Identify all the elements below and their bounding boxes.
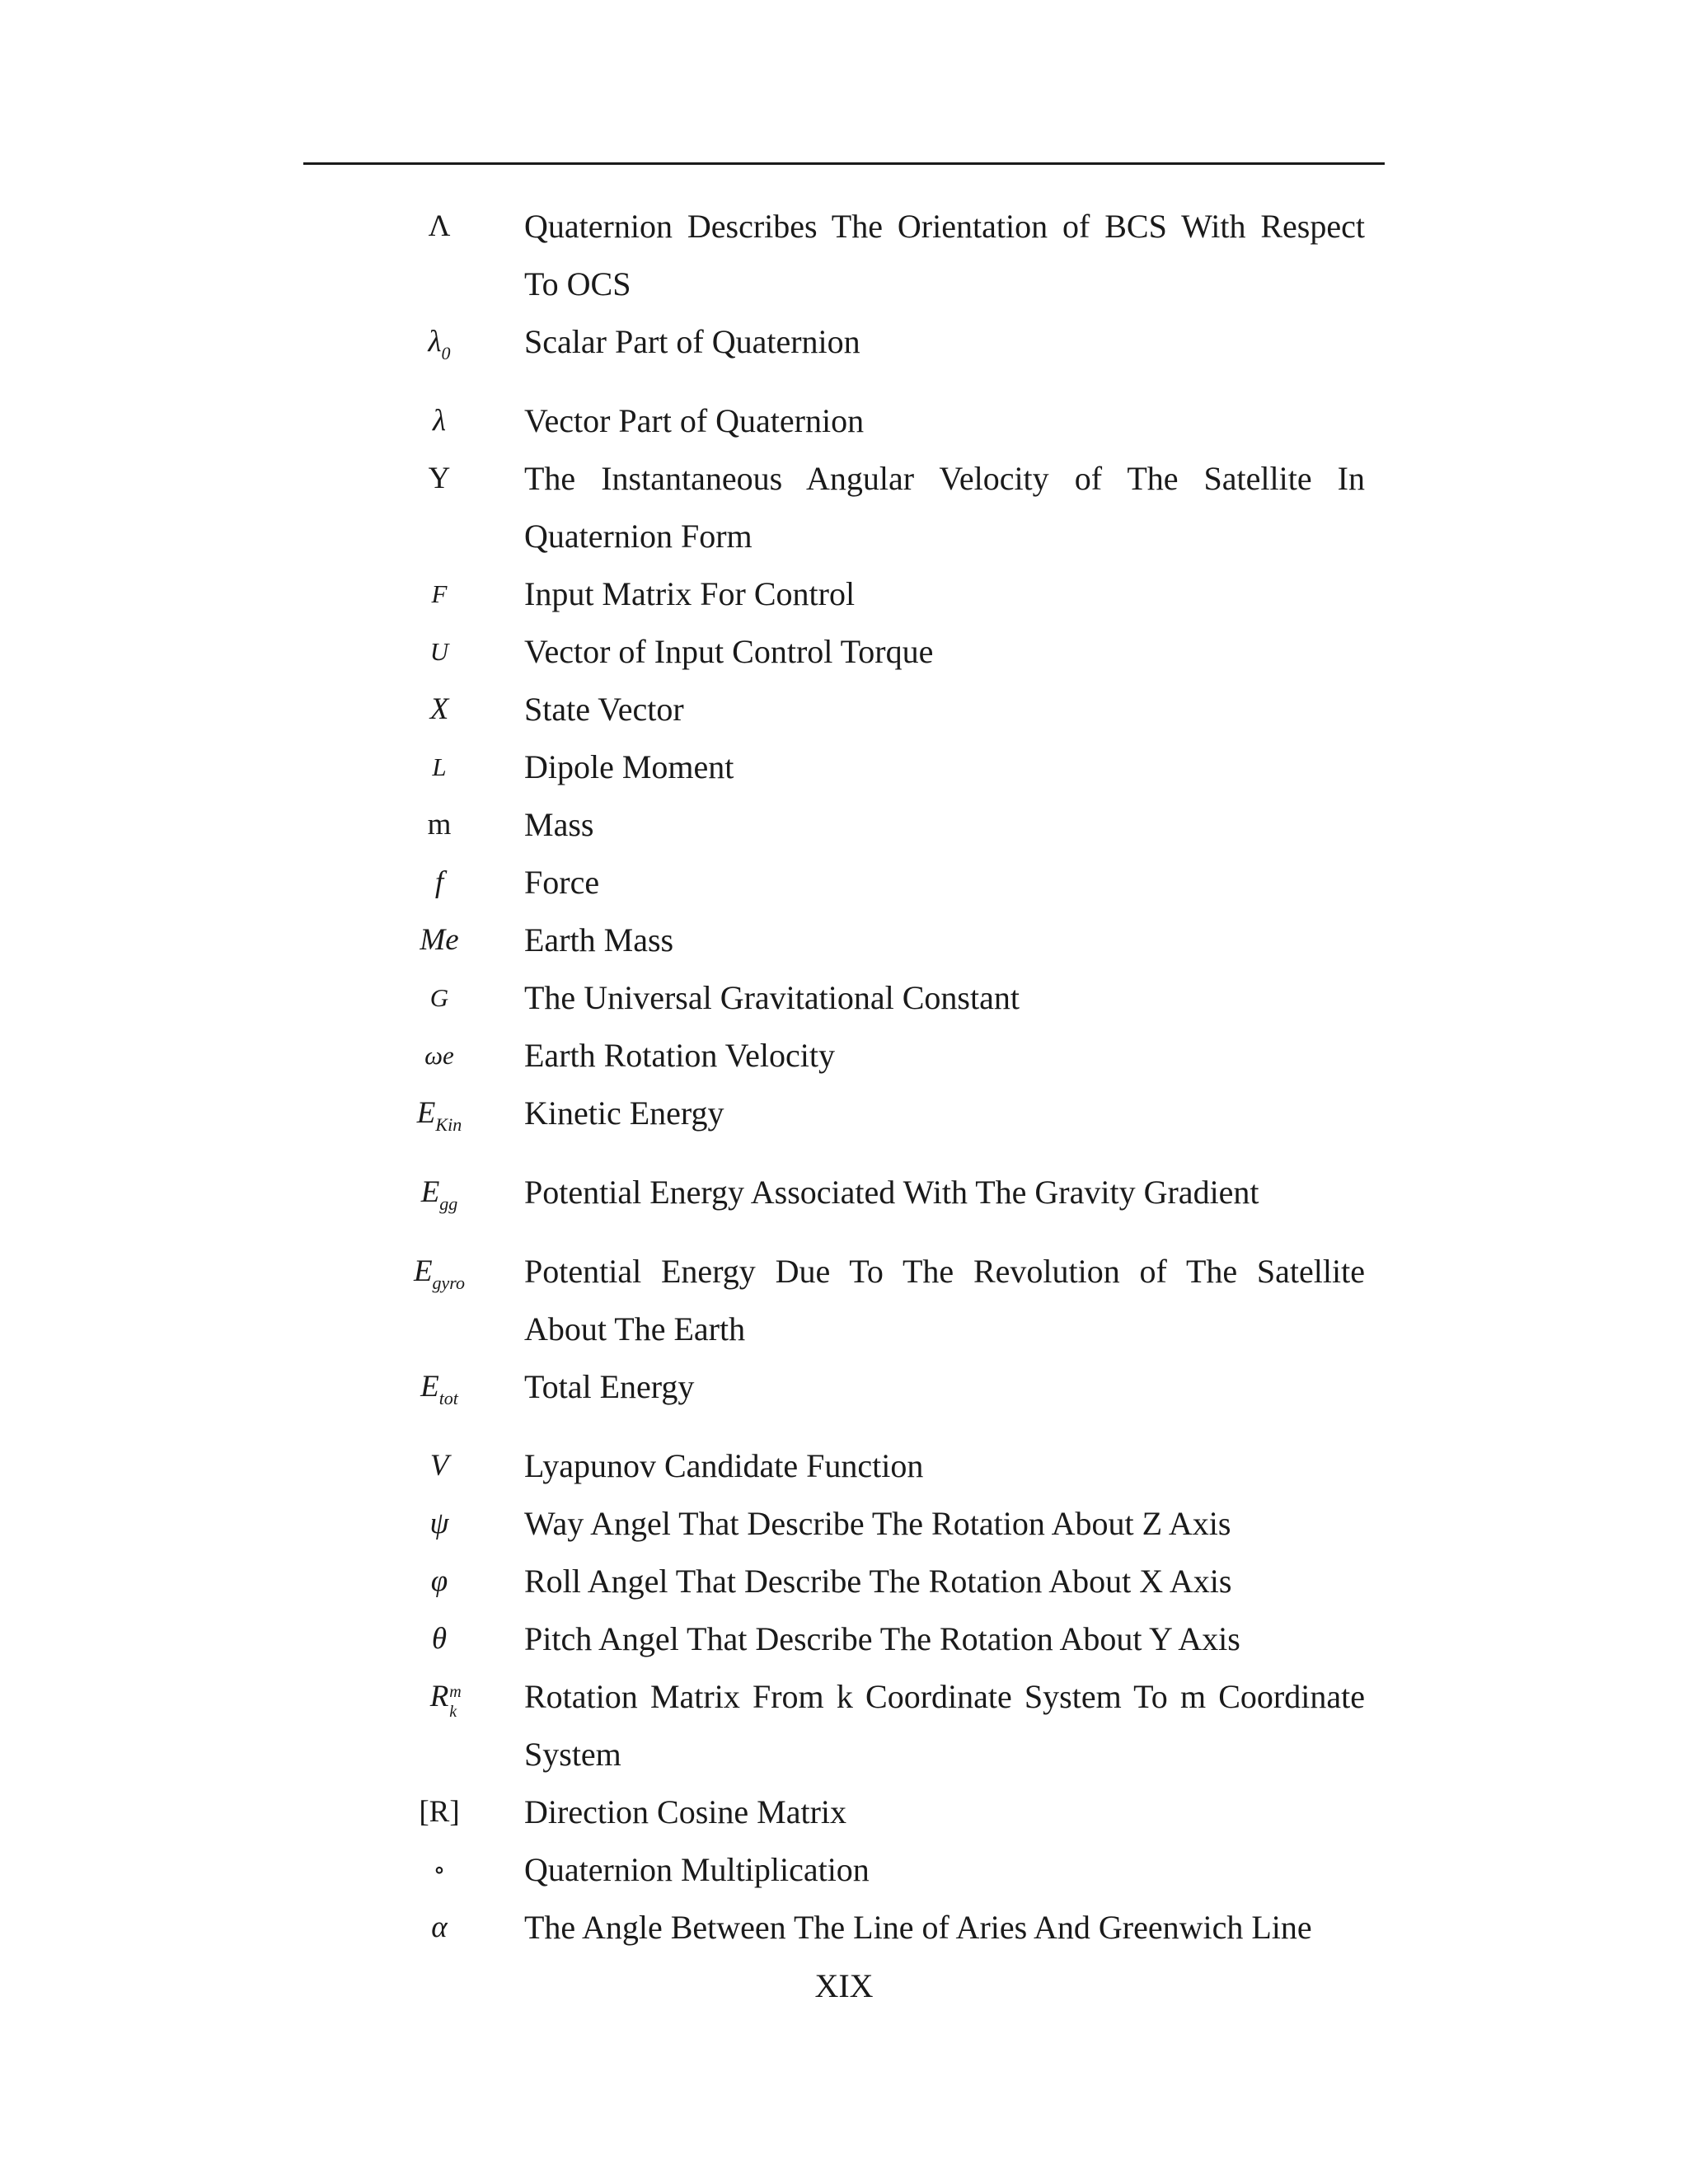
nomenclature-entry (354, 1085, 1389, 1154)
symbol: R m k (429, 1680, 462, 1721)
nomenclature-entry (354, 681, 1389, 738)
nomenclature-entry (354, 1437, 1389, 1495)
description: Kinetic Energy (524, 1094, 724, 1132)
symbol: V (429, 1449, 449, 1483)
symbol: X (429, 692, 449, 726)
symbol: m (427, 808, 452, 841)
symbol: L (432, 752, 447, 781)
nomenclature-entry (354, 565, 1389, 623)
nomenclature-entry (354, 969, 1389, 1027)
nomenclature-entry (354, 1668, 1389, 1783)
symbol: $E_{tot}$ (420, 1370, 458, 1408)
symbol: U (429, 637, 449, 666)
symbol: $E_{gg}$ (420, 1175, 458, 1214)
description: Potential Energy Associated With The Gravity Gradient (524, 1174, 1259, 1211)
nomenclature-entry (354, 796, 1389, 854)
description: Way Angel That Describe The Rotation About Z Axis (524, 1505, 1231, 1542)
symbol: λ (432, 404, 447, 438)
symbol: f (434, 865, 444, 899)
symbol: F (431, 579, 448, 608)
nomenclature-entry (354, 1899, 1389, 1957)
symbol: $E_{gyro}$ (413, 1254, 466, 1293)
nomenclature-entry (354, 1553, 1389, 1610)
header-rule (303, 162, 1385, 165)
symbol: ψ (429, 1507, 449, 1540)
nomenclature-entry (354, 1783, 1389, 1841)
symbol: Λ (428, 209, 451, 243)
description: Input Matrix For Control (524, 575, 856, 612)
description: Force (524, 864, 600, 901)
description: State Vector (524, 691, 684, 728)
nomenclature-entry (354, 1164, 1389, 1233)
description: Potential Energy Due To The Revolution of The Satellite About The Earth (524, 1253, 1365, 1347)
description: Roll Angel That Describe The Rotation About X Axis (524, 1563, 1232, 1600)
nomenclature-entry (354, 854, 1389, 912)
nomenclature-entry (354, 1610, 1389, 1668)
nomenclature-entry (354, 1243, 1389, 1358)
nomenclature-entry (354, 1358, 1389, 1427)
nomenclature-entry (354, 623, 1389, 681)
description: Direction Cosine Matrix (524, 1793, 847, 1830)
symbol: [R] (419, 1795, 460, 1829)
nomenclature-entry (354, 1841, 1389, 1899)
nomenclature-entry (354, 198, 1389, 313)
nomenclature-entry (354, 313, 1389, 382)
symbol: $\lambda_0$ (428, 325, 451, 363)
nomenclature-entry (354, 450, 1389, 565)
description: Lyapunov Candidate Function (524, 1447, 924, 1484)
symbol: G (429, 983, 449, 1012)
description: Dipole Moment (524, 748, 734, 785)
symbol: ωe (424, 1041, 454, 1070)
symbol: Y (428, 462, 451, 495)
description: Rotation Matrix From k Coordinate System To m Coordinate System (524, 1678, 1365, 1773)
description: Earth Mass (524, 921, 674, 958)
symbol: θ (431, 1622, 448, 1656)
nomenclature-entry (354, 912, 1389, 969)
symbol: α (431, 1910, 448, 1944)
description: Mass (524, 806, 594, 843)
description: The Universal Gravitational Constant (524, 979, 1020, 1016)
description: Vector of Input Control Torque (524, 633, 934, 670)
symbol: Me (420, 923, 459, 957)
description: Earth Rotation Velocity (524, 1037, 835, 1074)
symbol: ∘ (433, 1855, 446, 1884)
nomenclature-entry (354, 392, 1389, 450)
page-number: XIX (814, 1967, 874, 2004)
description: The Angle Between The Line of Aries And Greenwich Line (524, 1909, 1312, 1946)
description: Total Energy (524, 1368, 695, 1405)
description: Quaternion Multiplication (524, 1851, 870, 1888)
symbol: φ (430, 1564, 448, 1598)
description: Pitch Angel That Describe The Rotation About Y Axis (524, 1620, 1240, 1657)
nomenclature-entry (354, 1495, 1389, 1553)
description: Quaternion Describes The Orientation of BCS With Respect To OCS (524, 208, 1365, 302)
description: Vector Part of Quaternion (524, 402, 865, 439)
nomenclature-list (354, 198, 1389, 1957)
nomenclature-entry (354, 738, 1389, 796)
description: Scalar Part of Quaternion (524, 323, 860, 360)
description: The Instantaneous Angular Velocity of The Satellite In Quaternion Form (524, 460, 1365, 555)
symbol: $E_{Kin}$ (416, 1096, 462, 1135)
nomenclature-entry (354, 1027, 1389, 1085)
